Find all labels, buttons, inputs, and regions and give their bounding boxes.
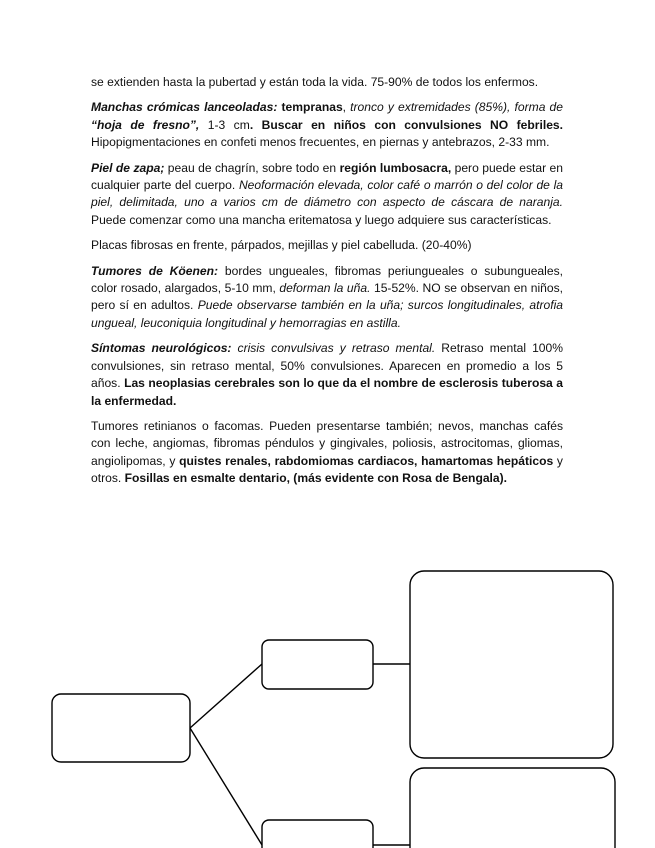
text-run: “hoja de fresno”, bbox=[91, 117, 200, 132]
text-run: . Buscar en niños con convulsiones NO febriles. bbox=[249, 117, 564, 132]
text-run: región lumbosacra, bbox=[339, 160, 452, 175]
text-run: Tumores de Köenen: bbox=[91, 263, 219, 278]
text-run: peau de chagrín, sobre todo en bbox=[164, 160, 340, 175]
text-run: tempranas bbox=[281, 100, 343, 115]
connector-root-to-upper bbox=[190, 664, 262, 728]
text-run: Hipopigmentaciones en confeti menos frecuentes, en piernas y antebrazos, 2-33 mm. bbox=[91, 135, 550, 150]
paragraph-placas-fibrosas bbox=[91, 237, 563, 254]
paragraph-piel-de-zapa bbox=[91, 160, 563, 230]
body-text bbox=[91, 74, 563, 496]
paragraph-tumores-koenen bbox=[91, 263, 563, 333]
text-run: 1-3 cm bbox=[199, 117, 250, 132]
connector-root-to-lower bbox=[190, 728, 262, 845]
concept-map-diagram bbox=[0, 560, 655, 848]
text-run: Placas fibrosas en frente, párpados, mejillas y piel cabelluda. (20-40%) bbox=[91, 238, 472, 253]
text-run: Puede comenzar como una mancha eritematosa y luego adquiere sus características. bbox=[91, 212, 552, 227]
diagram-root-box bbox=[52, 694, 190, 762]
text-run: Fosillas en esmalte dentario, (más evidente con Rosa de Bengala). bbox=[124, 471, 508, 486]
text-run: 15-52%. NO se observan en niños, pero sí en adultos. bbox=[91, 281, 564, 313]
text-run: Las neoplasias cerebrales son lo que da el nombre de esclerosis tuberosa a la enfermedad. bbox=[91, 376, 563, 408]
paragraph-sintomas-neurologicos bbox=[91, 340, 563, 410]
text-run: se extienden hasta la pubertad y están toda la vida. 75-90% de todos los enfermos. bbox=[91, 75, 539, 89]
text-run: quistes renales, rabdomiomas cardiacos, hamartomas hepáticos bbox=[179, 453, 554, 468]
paragraph-intro-continuation bbox=[91, 74, 563, 91]
text-run: crisis convulsivas y retraso mental. bbox=[237, 341, 436, 356]
diagram-right-lower-box bbox=[410, 768, 615, 848]
text-run: Piel de zapa; bbox=[91, 160, 165, 175]
diagram-lower-branch-box bbox=[262, 820, 373, 848]
text-run: Puede observarse también en la uña; surcos longitudinales, atrofia ungueal, leuconiquia longitudinal y hemorragias en astilla. bbox=[91, 298, 563, 330]
text-run: Manchas crómicas lanceoladas: bbox=[91, 100, 278, 115]
paragraph-tumores-retinianos bbox=[91, 418, 563, 488]
text-run: Síntomas neurológicos: bbox=[91, 341, 232, 356]
text-run: bordes ungueales, fibromas periungueales o subungueales, color rosado, alargados, 5-10 mm, bbox=[91, 263, 563, 296]
paragraph-manchas-cromicas bbox=[91, 99, 563, 151]
text-run: Neoformación elevada, color café o marrón o del color de la piel, delimitada, uno a varios cm de diámetro con aspecto de cáscara de naranja. bbox=[91, 178, 564, 210]
text-run: y otros. bbox=[91, 453, 563, 486]
diagram-right-upper-box bbox=[410, 571, 613, 758]
text-run: tronco y extremidades (85%), forma de bbox=[350, 100, 563, 115]
text-run: Tumores retinianos o facomas. Pueden presentarse también; nevos, manchas cafés con leche, angiomas, fibromas péndulos y gingivales, poliosis, astrocitomas, gliomas, angiolipomas, y bbox=[91, 418, 563, 468]
text-run: pero puede estar en cualquier parte del cuerpo. bbox=[91, 160, 564, 193]
text-run: deforman la uña. bbox=[279, 281, 371, 296]
text-run: , bbox=[342, 100, 351, 115]
text-run: Retraso mental 100% convulsiones, sin retraso mental, 50% convulsiones. Aparecen en promedio a los 5 años. bbox=[91, 341, 564, 391]
diagram-upper-branch-box bbox=[262, 640, 373, 689]
